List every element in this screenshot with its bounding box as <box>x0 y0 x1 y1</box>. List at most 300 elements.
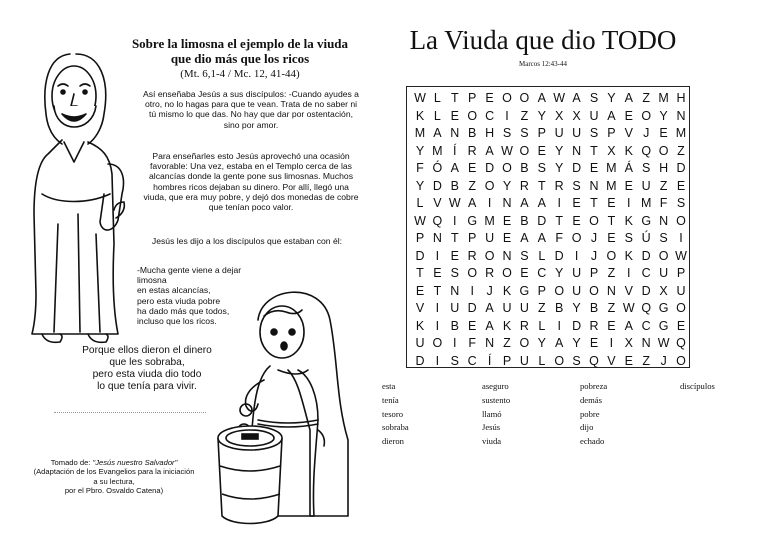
grid-letter: E <box>415 283 425 298</box>
grid-letter: W <box>553 91 566 105</box>
grid-letter: A <box>485 301 494 315</box>
grid-letter: U <box>415 336 425 350</box>
grid-letter: O <box>467 266 478 280</box>
grid-letter: Y <box>502 178 512 193</box>
grid-letter: V <box>624 283 633 298</box>
grid-letter: E <box>624 353 633 368</box>
grid-letter: I <box>679 231 683 245</box>
grid-letter: Z <box>503 336 511 350</box>
grid-letter: I <box>609 336 614 350</box>
grid-letter: L <box>433 108 441 123</box>
grid-letter: Q <box>641 143 652 158</box>
offering-box-illustration <box>212 416 292 526</box>
word-list-item: sobraba <box>382 422 409 433</box>
grid-letter: K <box>415 108 425 123</box>
grid-letter: O <box>519 143 530 158</box>
grid-letter: S <box>589 126 599 140</box>
grid-letter: N <box>572 143 582 158</box>
word-list-column-1 <box>382 380 472 449</box>
word-list-column-4 <box>680 380 760 394</box>
grid-letter: L <box>433 91 441 105</box>
word-list-item: tenía <box>382 394 399 405</box>
grid-letter: N <box>502 196 512 210</box>
grid-letter: E <box>450 248 459 263</box>
grid-letter: E <box>589 161 599 175</box>
grid-letter: P <box>468 91 477 105</box>
grid-letter: O <box>658 248 669 263</box>
grid-letter: I <box>435 353 440 368</box>
grid-letter: K <box>624 213 633 228</box>
grid-letter: U <box>572 266 582 280</box>
credit-line-3: a su lectura, <box>93 476 135 486</box>
word-list-item: tesoro <box>382 408 404 419</box>
grid-letter: C <box>485 108 495 123</box>
word-list-item: demás <box>580 394 602 405</box>
grid-letter: T <box>555 213 563 228</box>
grid-letter: U <box>572 283 582 298</box>
grid-letter: N <box>432 231 442 245</box>
grid-letter: V <box>607 353 616 368</box>
grid-letter: N <box>659 213 669 228</box>
grid-letter: I <box>435 248 440 263</box>
grid-letter: Z <box>642 91 650 105</box>
credit-line-2: (Adaptación de los Evangelios para la iniciación <box>33 467 195 477</box>
grid-letter: D <box>641 248 651 263</box>
grid-letter: C <box>641 266 651 280</box>
grid-letter: E <box>468 318 477 333</box>
word-list-item: esta <box>382 381 396 391</box>
grid-letter: I <box>557 318 561 333</box>
grid-letter: E <box>537 143 546 158</box>
grid-letter: W <box>657 336 670 350</box>
grid-letter: I <box>627 266 631 280</box>
grid-letter: E <box>607 318 616 333</box>
grid-letter: B <box>589 301 599 315</box>
word-list-item: discípulos <box>680 381 715 391</box>
grid-letter: F <box>659 196 668 210</box>
grid-row <box>407 160 691 177</box>
grid-letter: P <box>537 126 546 140</box>
grid-letter: P <box>468 231 477 245</box>
grid-letter: N <box>450 283 460 298</box>
grid-letter: S <box>450 266 459 280</box>
word-list-column-2 <box>482 380 572 449</box>
grid-letter: R <box>519 178 529 193</box>
grid-row <box>407 108 691 125</box>
grid-letter: A <box>450 161 459 175</box>
grid-letter: O <box>484 178 495 193</box>
word-list-item: dijo <box>580 422 594 433</box>
grid-letter: O <box>676 353 686 368</box>
grid-letter: M <box>432 143 443 158</box>
grid-letter: S <box>520 248 529 263</box>
grid-letter: A <box>433 126 442 140</box>
grid-letter: W <box>622 301 635 315</box>
grid-letter: P <box>607 126 616 140</box>
grid-letter: P <box>676 266 686 280</box>
grid-letter: X <box>572 108 581 123</box>
grid-letter: G <box>641 213 652 228</box>
grid-letter: H <box>676 91 686 105</box>
grid-letter: Í <box>453 143 457 158</box>
grid-letter: E <box>433 266 442 280</box>
word-search-grid <box>406 86 690 368</box>
grid-letter: A <box>624 318 633 333</box>
grid-letter: F <box>468 336 476 350</box>
grid-letter: O <box>519 336 530 350</box>
grid-letter: S <box>537 161 546 175</box>
grid-letter: I <box>470 283 474 298</box>
grid-letter: E <box>485 91 494 105</box>
grid-letter: P <box>589 266 599 280</box>
grid-letter: Y <box>555 266 564 280</box>
grid-letter: I <box>487 196 492 210</box>
grid-letter: J <box>590 248 598 263</box>
grid-letter: O <box>554 283 565 298</box>
grid-letter: R <box>485 266 495 280</box>
grid-letter: L <box>538 353 546 368</box>
grid-letter: M <box>640 196 652 210</box>
grid-letter: Q <box>641 301 652 315</box>
grid-letter: O <box>432 336 443 350</box>
grid-letter: Í <box>487 353 492 368</box>
grid-letter: Z <box>537 301 546 315</box>
grid-letter: S <box>589 91 599 105</box>
grid-letter: A <box>555 336 564 350</box>
word-list-item: pobre <box>580 408 600 419</box>
grid-letter: Q <box>432 213 443 228</box>
story-reference: (Mt. 6,1-4 / Mc. 12, 41-44) <box>180 68 300 80</box>
grid-letter: U <box>589 108 599 123</box>
grid-letter: H <box>485 126 495 140</box>
grid-letter: S <box>520 126 529 140</box>
grid-row <box>407 248 691 265</box>
grid-letter: R <box>467 143 477 158</box>
grid-letter: M <box>675 126 687 140</box>
grid-letter: B <box>468 126 477 140</box>
grid-letter: Z <box>607 266 616 280</box>
grid-letter: M <box>606 178 617 193</box>
grid-letter: K <box>624 143 633 158</box>
word-list-item: llamó <box>482 408 502 419</box>
grid-letter: O <box>658 143 669 158</box>
grid-letter: B <box>520 213 529 228</box>
grid-letter: U <box>572 126 582 140</box>
grid-letter: A <box>520 196 529 210</box>
grid-letter: H <box>659 161 669 175</box>
grid-letter: E <box>502 231 512 245</box>
puzzle-title: La Viuda que dio TODO <box>409 25 677 55</box>
grid-row <box>407 283 691 300</box>
grid-letter: O <box>676 301 686 315</box>
grid-letter: S <box>450 353 459 368</box>
grid-row <box>407 318 691 335</box>
grid-letter: D <box>676 161 686 175</box>
grid-letter: U <box>502 301 512 315</box>
grid-letter: U <box>659 266 669 280</box>
grid-row <box>407 90 691 107</box>
grid-letter: X <box>624 336 633 350</box>
grid-letter: O <box>502 266 512 280</box>
grid-letter: A <box>485 143 494 158</box>
grid-letter: C <box>537 266 547 280</box>
grid-letter: Y <box>537 336 546 350</box>
grid-letter: I <box>557 196 561 210</box>
grid-letter: O <box>676 213 686 228</box>
grid-row <box>407 230 691 247</box>
grid-letter: N <box>676 108 686 123</box>
grid-letter: V <box>415 301 425 315</box>
grid-letter: A <box>485 318 494 333</box>
grid-letter: O <box>589 213 599 228</box>
grid-letter: F <box>555 231 563 245</box>
grid-letter: F <box>416 161 424 175</box>
grid-letter: I <box>453 336 457 350</box>
grid-letter: S <box>572 353 581 368</box>
grid-letter: Z <box>677 143 685 158</box>
story-paragraph-1: Así enseñaba Jesús a sus discípulos: -Cuando ayudes a otro, no lo hagas para que te vean. Trata de no saber ni tú mismo lo que das. No hay que dar por ostentación, sino por amor. <box>143 89 359 130</box>
grid-letter: E <box>607 196 616 210</box>
jesus-quote: -Mucha gente viene a dejar limosna en estas alcancías, pero esta viuda pobre ha dado más que todos, incluso que los ricos. <box>137 265 242 327</box>
grid-letter: Ú <box>641 231 651 245</box>
grid-letter: C <box>641 318 651 333</box>
word-list-item: aseguro <box>482 381 509 391</box>
grid-letter: E <box>624 108 633 123</box>
grid-letter: Y <box>415 178 425 193</box>
grid-letter: L <box>538 248 546 263</box>
story-paragraph-2: Para enseñarles esto Jesús aprovechó una ocasión favorable: Una vez, estaba en el Templo cerca de las alcancías donde la gente pone sus limosnas. Muchos hombres ricos dejaban su dinero. Por allí, llegó una viuda, que era muy pobre, y dejó dos monedas de cobre que tenían poco valor. <box>143 151 359 213</box>
grid-letter: G <box>519 283 530 298</box>
grid-letter: J <box>486 283 493 298</box>
puzzle-reference: Marcos 12:43-44 <box>518 60 568 68</box>
grid-letter: V <box>433 196 442 210</box>
grid-letter: J <box>643 126 650 140</box>
grid-letter: A <box>537 91 546 105</box>
credit-line-4: por el Pbro. Osvaldo Catena) <box>64 486 164 496</box>
grid-letter: P <box>537 283 546 298</box>
grid-letter: A <box>624 91 633 105</box>
grid-letter: D <box>537 213 547 228</box>
grid-letter: N <box>485 336 495 350</box>
grid-letter: P <box>502 353 512 368</box>
grid-row <box>407 353 691 370</box>
grid-letter: B <box>450 318 459 333</box>
grid-letter: O <box>484 248 495 263</box>
grid-letter: S <box>624 231 633 245</box>
grid-letter: T <box>416 266 424 280</box>
grid-letter: W <box>448 196 461 210</box>
grid-letter: D <box>572 318 582 333</box>
word-list-item: sustento <box>482 394 511 405</box>
grid-letter: K <box>502 283 512 298</box>
grid-letter: I <box>505 108 509 123</box>
grid-letter: O <box>554 353 565 368</box>
grid-letter: E <box>607 231 616 245</box>
grid-letter: W <box>675 248 687 263</box>
grid-letter: I <box>574 248 579 263</box>
grid-letter: B <box>450 178 459 193</box>
grid-letter: K <box>415 318 425 333</box>
grid-letter: G <box>658 318 669 333</box>
grid-letter: X <box>555 108 564 123</box>
grid-letter: Q <box>589 353 599 368</box>
grid-letter: Z <box>642 353 650 368</box>
grid-letter: U <box>641 178 651 193</box>
grid-letter: D <box>415 353 425 368</box>
grid-letter: J <box>590 231 598 245</box>
grid-letter: B <box>520 161 529 175</box>
grid-letter: U <box>676 283 686 298</box>
grid-row <box>407 300 691 317</box>
grid-letter: D <box>641 283 651 298</box>
grid-letter: E <box>659 126 668 140</box>
grid-letter: S <box>572 178 581 193</box>
grid-letter: U <box>450 301 460 315</box>
grid-letter: R <box>467 248 477 263</box>
jesus-illustration <box>18 44 128 354</box>
grid-letter: G <box>467 213 478 228</box>
grid-row <box>407 143 691 160</box>
word-list-item: pobreza <box>580 381 608 391</box>
grid-letter: R <box>589 318 599 333</box>
grid-letter: Y <box>572 301 581 315</box>
grid-letter: X <box>659 283 668 298</box>
grid-letter: V <box>624 126 633 140</box>
story-conclusion: Porque ellos dieron el dinero que les sobraba, pero esta viuda dio todo lo que tenía para vivir. <box>82 345 212 392</box>
grid-letter: S <box>642 161 651 175</box>
grid-row <box>407 335 691 352</box>
grid-letter: Y <box>555 143 564 158</box>
grid-letter: P <box>415 231 425 245</box>
grid-letter: N <box>589 178 599 193</box>
grid-letter: D <box>467 301 477 315</box>
grid-letter: I <box>453 213 457 228</box>
grid-letter: M <box>606 161 617 175</box>
grid-letter: L <box>538 318 546 333</box>
grid-letter: D <box>415 248 425 263</box>
grid-letter: W <box>414 213 426 228</box>
grid-letter: I <box>627 196 631 210</box>
grid-letter: T <box>590 196 598 210</box>
word-list-item: dieron <box>382 436 404 447</box>
grid-letter: T <box>537 178 546 193</box>
grid-letter: O <box>519 91 530 105</box>
grid-letter: U <box>519 353 529 368</box>
grid-letter: O <box>571 231 582 245</box>
story-title <box>110 36 370 66</box>
grid-letter: R <box>554 178 564 193</box>
grid-letter: Y <box>537 108 546 123</box>
grid-letter: N <box>606 283 616 298</box>
grid-letter: Y <box>572 336 581 350</box>
grid-letter: O <box>502 91 512 105</box>
grid-row <box>407 213 691 230</box>
grid-letter: E <box>676 178 686 193</box>
grid-letter: E <box>624 178 633 193</box>
grid-letter: Á <box>624 161 633 175</box>
grid-letter: E <box>520 266 529 280</box>
grid-letter: S <box>659 231 668 245</box>
grid-letter: T <box>450 91 459 105</box>
grid-letter: U <box>554 126 564 140</box>
source-credit <box>22 458 206 496</box>
grid-letter: Y <box>555 161 564 175</box>
grid-letter: K <box>624 248 633 263</box>
grid-letter: A <box>468 196 477 210</box>
story-title-line2: que dio más que los ricos <box>170 51 310 66</box>
grid-letter: Z <box>520 108 529 123</box>
word-list-item: Jesús <box>482 422 501 433</box>
grid-letter: E <box>676 318 686 333</box>
grid-letter: I <box>435 318 440 333</box>
grid-letter: E <box>502 213 512 228</box>
grid-letter: N <box>641 336 651 350</box>
grid-letter: O <box>467 108 478 123</box>
grid-letter: B <box>555 301 564 315</box>
grid-row <box>407 265 691 282</box>
grid-letter: W <box>501 143 513 158</box>
grid-letter: X <box>607 143 616 158</box>
grid-letter: R <box>519 318 529 333</box>
grid-row <box>407 195 691 212</box>
grid-letter: Z <box>607 301 616 315</box>
story-title-line1: Sobre la limosna el ejemplo de la viuda <box>131 36 349 51</box>
grid-letter: D <box>485 161 495 175</box>
grid-letter: E <box>572 196 581 210</box>
grid-letter: N <box>502 248 512 263</box>
story-paragraph-3: Jesús les dijo a los discípulos que estaban con él: <box>151 236 343 246</box>
grid-letter: U <box>485 231 495 245</box>
word-list-column-3 <box>580 380 670 449</box>
grid-letter: K <box>502 318 512 333</box>
dotted-divider <box>54 412 206 413</box>
grid-letter: O <box>502 161 512 175</box>
grid-letter: L <box>416 196 424 210</box>
grid-letter: T <box>450 231 459 245</box>
grid-letter: J <box>660 353 667 368</box>
grid-letter: I <box>435 301 440 315</box>
grid-letter: D <box>572 161 582 175</box>
grid-letter: T <box>433 283 442 298</box>
word-list-item: echado <box>580 436 605 447</box>
grid-letter: Y <box>659 108 668 123</box>
grid-letter: E <box>589 336 599 350</box>
word-list-item: viuda <box>482 436 502 447</box>
grid-letter: M <box>414 126 426 140</box>
grid-letter: O <box>589 283 599 298</box>
grid-letter: U <box>519 301 529 315</box>
grid-letter: A <box>607 108 616 123</box>
grid-letter: S <box>502 126 512 140</box>
grid-letter: S <box>676 196 686 210</box>
grid-row <box>407 178 691 195</box>
grid-letter: D <box>432 178 442 193</box>
grid-letter: E <box>468 161 477 175</box>
grid-letter: W <box>414 91 426 105</box>
grid-letter: Ó <box>432 161 443 175</box>
grid-letter: Y <box>607 91 616 105</box>
grid-letter: N <box>450 126 460 140</box>
grid-letter: Y <box>415 143 425 158</box>
grid-letter: A <box>537 196 546 210</box>
grid-letter: T <box>607 213 616 228</box>
grid-letter: C <box>467 353 477 368</box>
grid-row <box>407 125 691 142</box>
grid-letter: Z <box>659 178 668 193</box>
grid-letter: A <box>520 231 529 245</box>
grid-letter: M <box>658 91 669 105</box>
credit-prefix: Tomado de: <box>50 458 93 467</box>
